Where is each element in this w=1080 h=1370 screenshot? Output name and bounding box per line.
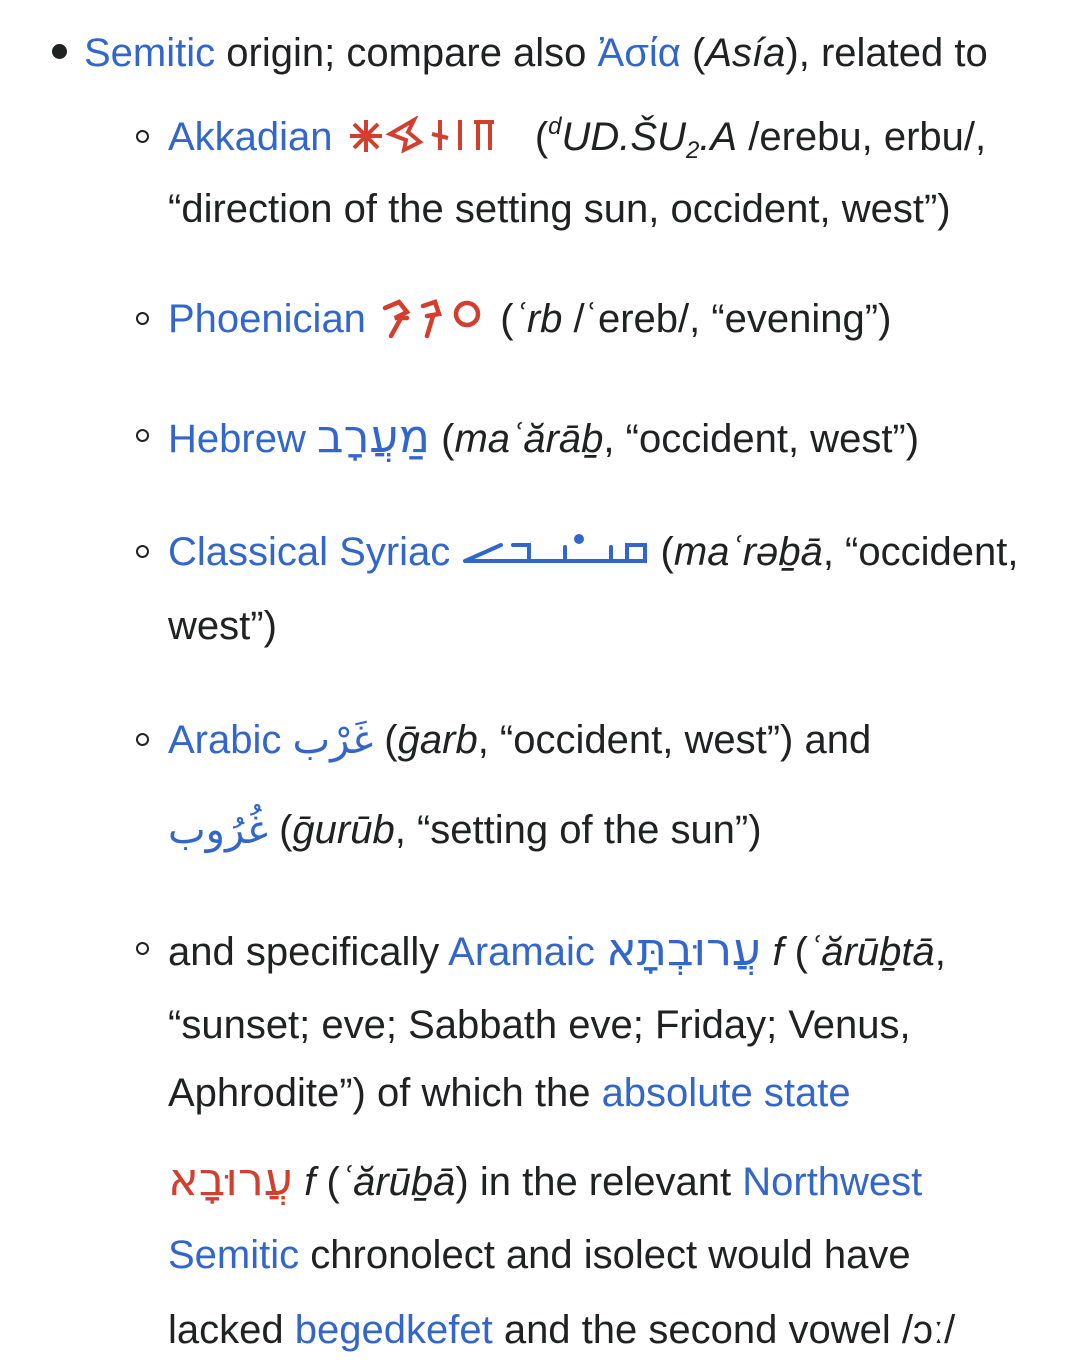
text: and the second vowel /ɔː/ <box>492 1308 956 1352</box>
arabic-word-ghurub[interactable]: غُرُوب <box>168 807 268 853</box>
akkadian-line-1 <box>168 112 986 162</box>
text: ( <box>384 718 398 762</box>
text: ( <box>279 808 293 852</box>
text: west”) <box>168 604 277 648</box>
transliteration: ʿărūḇā <box>339 1160 456 1204</box>
transliteration: $^dUD.ŠU_2.A$ <box>548 113 738 164</box>
sub-bullet <box>136 312 149 325</box>
text: Aphrodite”) of which the <box>168 1071 602 1115</box>
text: chronolect and isolect would have <box>299 1233 911 1277</box>
phoenician-word[interactable] <box>377 298 489 338</box>
link-phoenician[interactable]: Phoenician <box>168 297 366 341</box>
text: , “occident, <box>822 530 1019 574</box>
aramaic-word-aruba[interactable]: עֲרוּבָא <box>168 1152 294 1206</box>
hebrew-word[interactable]: מַעֲרָב <box>316 409 431 463</box>
link-absolute-state[interactable]: absolute state <box>601 1071 851 1115</box>
aramaic-line-5 <box>168 1230 911 1280</box>
text: lacked <box>168 1308 295 1352</box>
text: , “occident, west”) and <box>477 718 872 762</box>
phoenician-line <box>168 294 891 344</box>
link-akkadian[interactable]: Akkadian <box>168 115 333 159</box>
text: , “occident, west”) <box>603 417 920 461</box>
aramaic-line-3 <box>168 1068 851 1118</box>
text: /erebu, erbu/, <box>737 115 987 159</box>
aramaic-word-arubta[interactable]: עֲרוּבְתָּא <box>605 922 762 976</box>
aramaic-line-2 <box>168 1000 911 1050</box>
text: ( <box>783 930 808 974</box>
transliteration: ʿărūḇtā <box>808 930 935 974</box>
transliteration: ḡarb <box>397 718 478 762</box>
arabic-line-2 <box>168 805 762 855</box>
text: ( <box>534 115 549 159</box>
link-aramaic[interactable]: Aramaic <box>448 930 595 974</box>
aramaic-line-4 <box>168 1154 922 1207</box>
text: ( <box>660 530 674 574</box>
gloss: “direction of the setting sun, occident, west”) <box>168 187 951 231</box>
syriac-word[interactable] <box>461 531 649 571</box>
akkadian-line-2 <box>168 184 951 234</box>
transliteration: maʿrəḇā <box>673 530 823 574</box>
text: ( <box>315 1160 340 1204</box>
text: ), related to <box>785 31 988 75</box>
gender-f: f <box>772 930 784 974</box>
arabic-word-gharb[interactable]: غَرْب <box>292 717 374 763</box>
gender-f: f <box>304 1160 316 1204</box>
text: , <box>934 930 946 974</box>
arabic-line-1 <box>168 715 871 765</box>
akkadian-cuneiform-word[interactable] <box>344 116 524 156</box>
text: “sunset; eve; Sabbath eve; Friday; Venus, <box>168 1003 911 1047</box>
link-semitic[interactable]: Semitic <box>84 31 216 75</box>
sub-bullet <box>136 429 149 442</box>
link-hebrew[interactable]: Hebrew <box>168 417 306 461</box>
link-begedkefet[interactable]: begedkefet <box>294 1308 493 1352</box>
etymology-line-1 <box>84 28 988 78</box>
hebrew-line <box>168 411 919 464</box>
text: and specifically <box>168 930 449 974</box>
sub-bullet <box>136 545 149 558</box>
transliteration: maʿărāḇ <box>454 417 604 461</box>
link-northwest[interactable]: Northwest <box>742 1160 923 1204</box>
sub-bullet <box>136 942 149 955</box>
text: /ʿereb/, “evening”) <box>562 297 892 341</box>
transliteration: ḡurūb <box>292 808 395 852</box>
text: origin; compare also <box>215 31 598 75</box>
sub-bullet <box>136 130 149 143</box>
link-asia-greek[interactable]: Ἀσία <box>597 31 681 75</box>
link-arabic[interactable]: Arabic <box>168 718 282 762</box>
text: ( <box>441 417 455 461</box>
aramaic-line-1 <box>168 924 946 977</box>
transliteration: Asía <box>705 31 786 75</box>
link-semitic-2[interactable]: Semitic <box>168 1233 300 1277</box>
bullet-dot <box>52 44 67 59</box>
syriac-line-2 <box>168 601 277 651</box>
text: ) in the relevant <box>455 1160 743 1204</box>
aramaic-line-6 <box>168 1305 955 1355</box>
text: , “setting of the sun”) <box>394 808 762 852</box>
link-classical-syriac[interactable]: Classical Syriac <box>168 530 451 574</box>
sub-bullet <box>136 733 149 746</box>
syriac-line-1 <box>168 527 1018 577</box>
transliteration: ʿrb <box>513 297 563 341</box>
text: ( <box>680 31 706 75</box>
text: ( <box>500 297 514 341</box>
